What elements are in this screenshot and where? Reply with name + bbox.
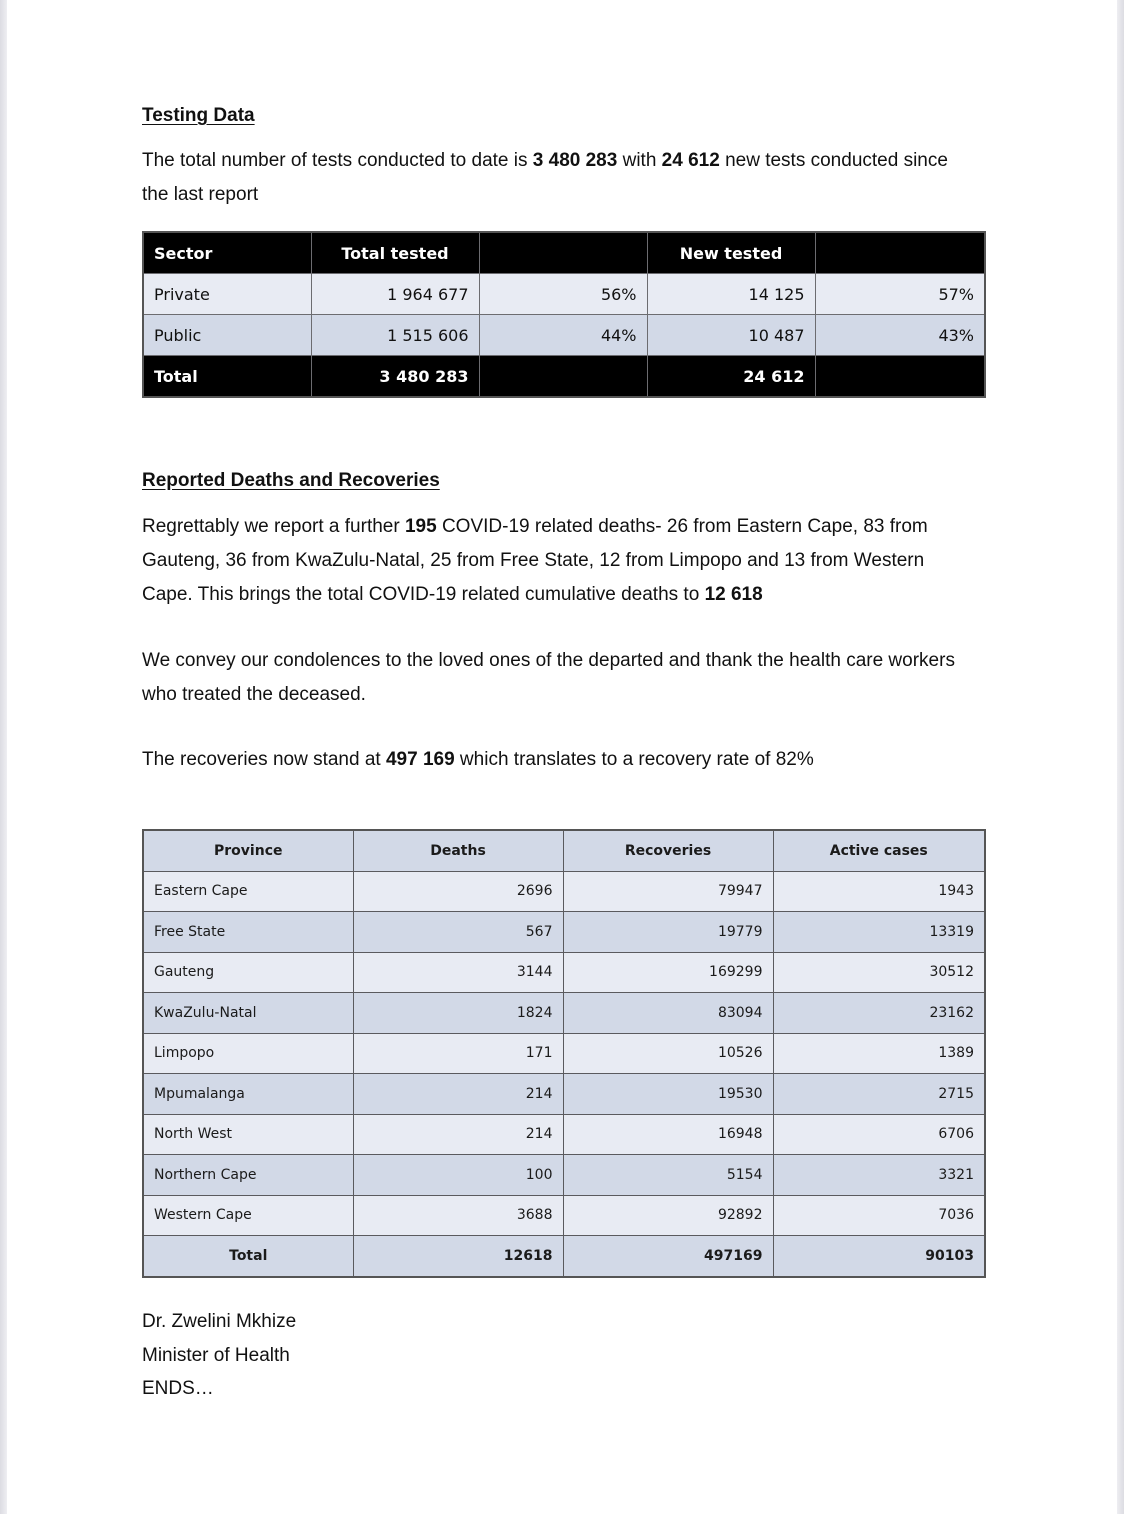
recoveries-cell: 19530 (563, 1074, 773, 1115)
header-new-pct (815, 232, 985, 274)
header-recoveries: Recoveries (563, 830, 773, 871)
table-row (143, 871, 985, 912)
province-total-row (143, 1236, 985, 1277)
page-edge-right (1117, 0, 1124, 1514)
recoveries-value: 497 169 (385, 749, 455, 770)
header-active-cases: Active cases (773, 830, 985, 871)
table-row (143, 952, 985, 993)
signature-role: Minister of Health (142, 1345, 290, 1366)
total-tested-cell: 1 964 677 (311, 274, 479, 315)
province-cell: Gauteng (143, 952, 353, 993)
deaths-cell: 2696 (353, 871, 563, 912)
signature-name: Dr. Zwelini Mkhize (142, 1311, 297, 1332)
total-pct-cell: 44% (479, 315, 647, 356)
recoveries-cell: 79947 (563, 871, 773, 912)
intro-text: The total number of tests conducted to date is (142, 150, 533, 171)
deaths-cell: 567 (353, 912, 563, 953)
active-cell: 1389 (773, 1033, 985, 1074)
recoveries-cell: 10526 (563, 1033, 773, 1074)
recoveries-cell: 5154 (563, 1155, 773, 1196)
total-tested-cell: 1 515 606 (311, 315, 479, 356)
page-edge-left (0, 0, 7, 1514)
deaths-cell: 3144 (353, 952, 563, 993)
table-row (143, 912, 985, 953)
testing-table (142, 231, 986, 398)
recoveries-cell: 92892 (563, 1195, 773, 1236)
table-row (143, 274, 985, 315)
new-deaths-value: 195 (404, 516, 437, 537)
new-pct-cell: 43% (815, 315, 985, 356)
table-row (143, 1114, 985, 1155)
deaths-cell: 100 (353, 1155, 563, 1196)
sector-cell: Private (143, 274, 311, 315)
recoveries-text: The recoveries now stand at (142, 749, 386, 770)
deaths-text: COVID-19 related deaths- 26 from Eastern Cape, 83 from Gauteng, 36 from KwaZulu-Natal, 25 from Free State, 12 from Limpopo and 13 from Western Cape. This brings the total COVID-19 related cumulative deaths to (142, 516, 928, 605)
intro-text: with (617, 150, 662, 171)
province-cell: KwaZulu-Natal (143, 993, 353, 1034)
active-cell: 23162 (773, 993, 985, 1034)
total-tested-total: 3 480 283 (311, 356, 479, 398)
province-table-header (143, 830, 985, 871)
testing-intro-paragraph (142, 144, 972, 212)
table-row (143, 993, 985, 1034)
new-tested-total: 24 612 (647, 356, 815, 398)
testing-table-header (143, 232, 985, 274)
testing-data-heading: Testing Data (142, 105, 255, 126)
deaths-cell: 214 (353, 1114, 563, 1155)
new-tested-cell: 10 487 (647, 315, 815, 356)
table-row (143, 1033, 985, 1074)
table-row (143, 1074, 985, 1115)
province-table (142, 829, 986, 1278)
table-row (143, 315, 985, 356)
header-total-tested: Total tested (311, 232, 479, 274)
table-row (143, 1195, 985, 1236)
deaths-text: Regrettably we report a further (142, 516, 405, 537)
total-label: Total (143, 1236, 353, 1277)
new-pct-cell: 57% (815, 274, 985, 315)
deaths-cell: 214 (353, 1074, 563, 1115)
total-pct-cell: 56% (479, 274, 647, 315)
total-label: Total (143, 356, 311, 398)
recoveries-total: 497169 (563, 1236, 773, 1277)
header-total-pct (479, 232, 647, 274)
recoveries-cell: 19779 (563, 912, 773, 953)
active-cell: 13319 (773, 912, 985, 953)
active-cell: 7036 (773, 1195, 985, 1236)
active-cell: 30512 (773, 952, 985, 993)
new-tested-cell: 14 125 (647, 274, 815, 315)
recoveries-cell: 83094 (563, 993, 773, 1034)
deaths-paragraph (142, 510, 962, 612)
province-cell: Limpopo (143, 1033, 353, 1074)
condolences-paragraph: We convey our condolences to the loved ones of the departed and thank the health care workers who treated the deceased. (142, 650, 955, 705)
table-row (143, 1155, 985, 1196)
province-cell: Mpumalanga (143, 1074, 353, 1115)
recoveries-cell: 169299 (563, 952, 773, 993)
signature-ends: ENDS… (142, 1378, 214, 1399)
province-cell: Northern Cape (143, 1155, 353, 1196)
active-cell: 1943 (773, 871, 985, 912)
province-cell: Western Cape (143, 1195, 353, 1236)
header-sector: Sector (143, 232, 311, 274)
testing-total-row (143, 356, 985, 398)
total-tests-value: 3 480 283 (532, 150, 618, 171)
deaths-total: 12618 (353, 1236, 563, 1277)
active-total: 90103 (773, 1236, 985, 1277)
intro-text: new tests conducted since the last report (142, 150, 948, 205)
recoveries-text: which translates to a recovery rate of 82% (454, 749, 814, 770)
active-cell: 6706 (773, 1114, 985, 1155)
header-new-tested: New tested (647, 232, 815, 274)
recoveries-cell: 16948 (563, 1114, 773, 1155)
header-province: Province (143, 830, 353, 871)
deaths-cell: 3688 (353, 1195, 563, 1236)
active-cell: 3321 (773, 1155, 985, 1196)
province-cell: Free State (143, 912, 353, 953)
active-cell: 2715 (773, 1074, 985, 1115)
empty-cell (815, 356, 985, 398)
header-deaths: Deaths (353, 830, 563, 871)
cumulative-deaths-value: 12 618 (704, 584, 763, 605)
province-cell: Eastern Cape (143, 871, 353, 912)
new-tests-value: 24 612 (661, 150, 720, 171)
deaths-recoveries-heading: Reported Deaths and Recoveries (142, 470, 440, 491)
deaths-cell: 171 (353, 1033, 563, 1074)
empty-cell (479, 356, 647, 398)
deaths-cell: 1824 (353, 993, 563, 1034)
province-cell: North West (143, 1114, 353, 1155)
recoveries-paragraph (142, 743, 984, 777)
sector-cell: Public (143, 315, 311, 356)
